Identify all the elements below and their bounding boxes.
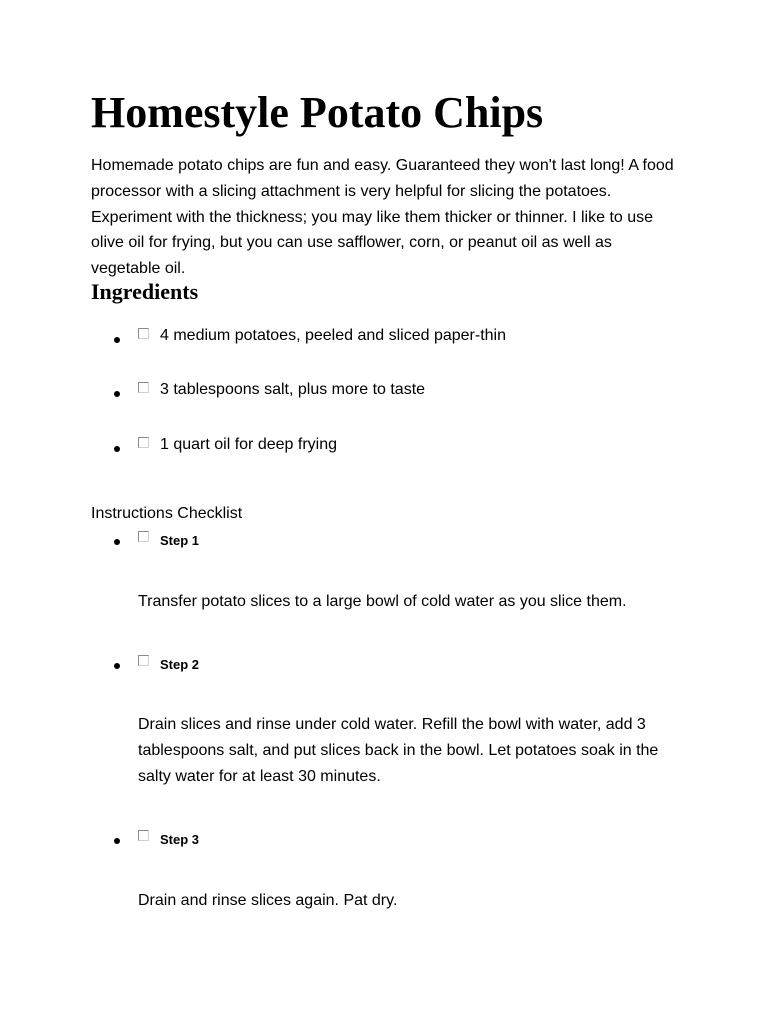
- ingredient-checkbox[interactable]: [138, 382, 149, 393]
- ingredient-item: 1 quart oil for deep frying: [160, 436, 337, 453]
- bullet-icon: [114, 446, 120, 452]
- step-label: Step 1: [160, 533, 200, 548]
- bullet-icon: [114, 391, 120, 397]
- bullet-icon: [114, 663, 120, 669]
- ingredient-checkbox[interactable]: [138, 437, 149, 448]
- step-checkbox[interactable]: [138, 830, 149, 841]
- bullet-icon: [114, 838, 120, 844]
- ingredients-heading: Ingredients: [91, 279, 199, 304]
- step-text: Drain slices and rinse under cold water. Refill the bowl with water, add 3 tablespoons salt, and put slices back in the bowl. Let potatoes soak in the salty water for at least 30 minutes.: [138, 716, 659, 785]
- recipe-intro: Homemade potato chips are fun and easy. Guaranteed they won't last long! A food processor with a slicing attachment is very helpful for slicing the potatoes. Experiment with the thickness; you may like them thicker or thinner. I like to use olive oil for frying, but you can use safflower, corn, or peanut oil as well as vegetable oil.: [91, 157, 674, 278]
- step-text: Transfer potato slices to a large bowl of cold water as you slice them.: [138, 593, 627, 610]
- step-label: Step 3: [160, 832, 200, 847]
- bullet-icon: [114, 539, 120, 545]
- step-text: Drain and rinse slices again. Pat dry.: [138, 892, 398, 909]
- recipe-title: Homestyle Potato Chips: [91, 88, 544, 137]
- instructions-heading: Instructions Checklist: [91, 505, 243, 522]
- bullet-icon: [114, 337, 120, 343]
- ingredient-item: 3 tablespoons salt, plus more to taste: [160, 381, 426, 398]
- step-label: Step 2: [160, 657, 200, 672]
- step-checkbox[interactable]: [138, 531, 149, 542]
- ingredient-checkbox[interactable]: [138, 328, 149, 339]
- step-checkbox[interactable]: [138, 655, 149, 666]
- ingredient-item: 4 medium potatoes, peeled and sliced paper-thin: [160, 327, 506, 344]
